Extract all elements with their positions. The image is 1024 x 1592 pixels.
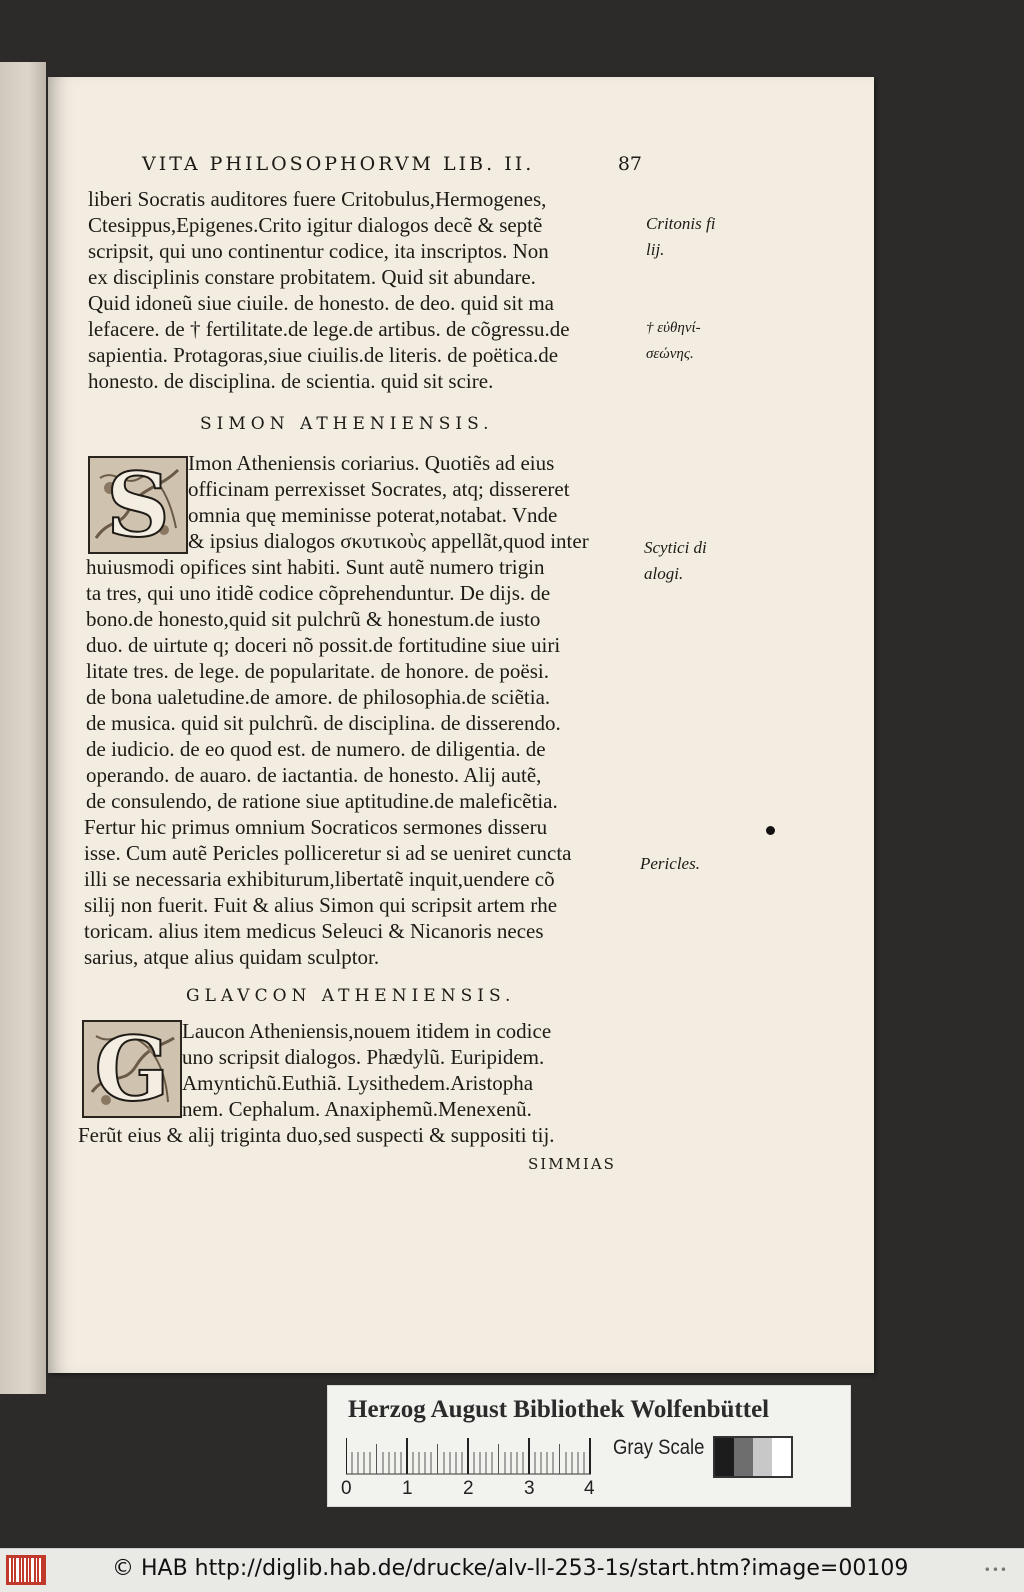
text-line: de bona ualetudine.de amore. de philosophia.de sciẽtia. (86, 685, 551, 709)
gray-swatch (734, 1438, 753, 1476)
ink-spot (766, 826, 775, 835)
text-line: ex disciplinis constare probitatem. Quid sit abundare. (88, 265, 536, 289)
ruler-number: 1 (402, 1478, 413, 1499)
text-line: sapientia. Protagoras,siue ciuilis.de literis. de poëtica.de (88, 343, 559, 367)
text-line: uno scripsit dialogos. Phædylũ. Euripidem. (182, 1045, 545, 1069)
section-heading-glaucon: GLAVCON ATHENIENSIS. (186, 986, 516, 1006)
text-line: Laucon Atheniensis,nouem itidem in codice (182, 1019, 552, 1043)
text-line: isse. Cum autẽ Pericles polliceretur si ad se ueniret cuncta (84, 841, 572, 865)
text-line: de musica. quid sit pulchrũ. de disciplina. de disserendo. (86, 711, 561, 735)
text-line: sarius, atque alius quidam sculptor. (84, 945, 380, 969)
running-head-title: VITA PHILOSOPHORVM LIB. II. (142, 153, 535, 175)
text-line: lefacere. de † fertilitate.de lege.de artibus. de cõgressu.de (88, 317, 570, 341)
decorated-initial-g (82, 1017, 182, 1121)
footer-bar (0, 1548, 1024, 1592)
gray-swatch (753, 1438, 772, 1476)
margin-note: lij. (646, 240, 665, 259)
catchword: SIMMIAS (528, 1155, 616, 1173)
section-heading-simon: SIMON ATHENIENSIS. (200, 414, 494, 434)
text-line: scripsit, qui uno continentur codice, ita inscriptos. Non (88, 239, 549, 263)
gray-scale-swatch (713, 1436, 793, 1478)
text-line: honesto. de disciplina. de scientia. quid sit scire. (88, 369, 494, 393)
text-line: liberi Socratis auditores fuere Critobulus,Hermogenes, (88, 187, 547, 211)
ruler-icon (346, 1438, 591, 1478)
margin-note: σεώνης. (646, 346, 694, 362)
text-line: de consulendo, de ratione siue aptitudine.de maleficẽtia. (86, 789, 558, 813)
text-line: operando. de auaro. de iactantia. de honesto. Alij autẽ, (86, 763, 542, 787)
library-label-card (327, 1385, 851, 1507)
margin-note: alogi. (644, 564, 684, 583)
text-line: duo. de uirtute q; doceri nõ possit.de fortitudine siue uiri (86, 633, 561, 657)
menu-dots-icon[interactable]: ••• (983, 1563, 1008, 1577)
text-line: Ctesippus,Epigenes.Crito igitur dialogos decẽ & septẽ (88, 213, 543, 237)
text-line: Imon Atheniensis coriarius. Quotiẽs ad eius (188, 451, 555, 475)
margin-note: † εὐθηνί- (646, 320, 701, 336)
text-line: toricam. alius item medicus Seleuci & Nicanoris neces (84, 919, 544, 943)
running-head (142, 153, 642, 175)
text-line: illi se necessaria exhibiturum,libertatẽ inquit,uendere cõ (84, 867, 555, 891)
initial-letter: G (94, 1017, 170, 1121)
margin-note: Pericles. (640, 854, 700, 873)
text-line: de iudicio. de eo quod est. de numero. de diligentia. de (86, 737, 546, 761)
previous-page-edge (0, 62, 46, 1394)
library-name: Herzog August Bibliothek Wolfenbüttel (348, 1396, 770, 1423)
ruler-number: 2 (463, 1478, 474, 1499)
margin-note: Critonis fi (646, 214, 716, 233)
text-line: huiusmodi opifices sint habiti. Sunt autẽ numero trigin (86, 555, 545, 579)
barcode-icon (6, 1555, 46, 1585)
decorated-initial-s (88, 453, 188, 557)
ruler-number: 3 (524, 1478, 535, 1499)
text-line: officinam perrexisset Socrates, atq; dissereret (188, 477, 570, 501)
text-line: litate tres. de lege. de popularitate. de honore. de poësi. (86, 659, 549, 683)
gray-swatch (715, 1438, 734, 1476)
text-line: Amyntichũ.Euthiã. Lysithedem.Aristopha (182, 1071, 534, 1095)
text-line: Quid idoneũ siue ciuile. de honesto. de deo. quid sit ma (88, 291, 554, 315)
folio-number: 87 (617, 153, 642, 175)
gray-scale-label: Gray Scale (613, 1436, 705, 1459)
ruler-number: 0 (341, 1478, 352, 1499)
initial-letter: S (106, 453, 170, 557)
text-line: ta tres, qui uno itidẽ codice cõprehenduntur. De dijs. de (86, 581, 551, 605)
text-line: silij non fuerit. Fuit & alius Simon qui scripsit artem rhe (84, 893, 558, 917)
gray-swatch (772, 1438, 791, 1476)
copyright-url[interactable]: © HAB http://diglib.hab.de/drucke/alv-ll-253-1s/start.htm?image=00109 (112, 1556, 909, 1581)
margin-note: Scytici di (644, 538, 707, 557)
text-line: nem. Cephalum. Anaxiphemũ.Menexenũ. (182, 1097, 532, 1121)
ruler-number: 4 (584, 1478, 595, 1499)
text-line: omnia quę meminisse poterat,notabat. Vnde (188, 503, 558, 527)
text-line: bono.de honesto,quid sit pulchrũ & honestum.de iusto (86, 607, 541, 631)
text-line: Ferũt eius & alij triginta duo,sed suspecti & suppositi tij. (78, 1123, 555, 1147)
text-line: & ipsius dialogos σκυτικοὺς appellãt,quod inter (188, 529, 589, 553)
text-line: Fertur hic primus omnium Socraticos sermones disseru (84, 815, 548, 839)
